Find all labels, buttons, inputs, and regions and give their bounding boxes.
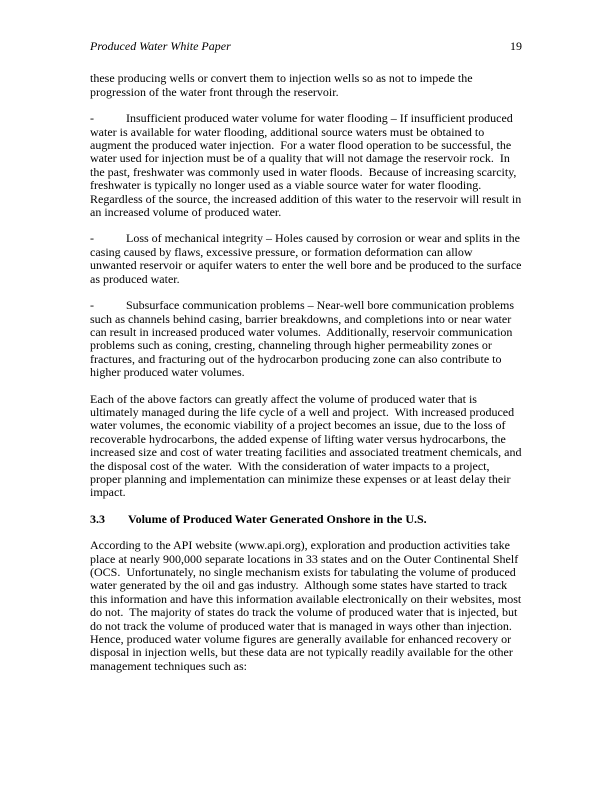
bullet-item-insufficient-volume bbox=[90, 111, 525, 220]
bullet-text: Insufficient produced water volume for water flooding – If insufficient produced water is available for water flooding, additional source waters must be obtained to augment the produced water injection. For a water flood operation to be successful, the water used for injection must be of a quality that will not damage the reservoir rock. In the past, freshwater was commonly used in water floods. Because of increasing scarcity, freshwater is typically no longer used as a viable source water for water flooding. Regardless of the source, the increased addition of this water to the reservoir will result in an increased volume of produced water. bbox=[90, 111, 525, 220]
running-header-title: Produced Water White Paper bbox=[90, 39, 231, 53]
section-number: 3.3 bbox=[90, 511, 105, 526]
running-header bbox=[90, 40, 522, 53]
bullet-text: Loss of mechanical integrity – Holes caused by corrosion or wear and splits in the casing caused by flaws, excessive pressure, or formation deformation can allow unwanted reservoir or aquifer waters to enter the well bore and be produced to the surface as produced water. bbox=[90, 231, 525, 286]
page-number: 19 bbox=[510, 39, 522, 53]
bullet-dash-marker: - bbox=[90, 111, 94, 126]
bullet-dash-marker: - bbox=[90, 231, 94, 246]
bullet-dash-marker: - bbox=[90, 298, 94, 313]
paragraph-factors-summary: Each of the above factors can greatly affect the volume of produced water that is ultimately managed during the life cycle of a well and project. With increased produced water volumes, the economic viability of a project becomes an issue, due to the loss of recoverable hydrocarbons, the added expense of lifting water versus hydrocarbons, the increased size and cost of water treating facilities and associated treatment chemicals, and the disposal cost of the water. With the consideration of water impacts to a project, proper planning and implementation can minimize these expenses or at least delay their impact. bbox=[90, 391, 525, 500]
bullet-text: Subsurface communication problems – Near-well bore communication problems such as channels behind casing, barrier breakdowns, and completions into or near water can result in increased produced water volumes. Additionally, reservoir communication problems such as coning, cresting, channeling through higher permeability zones or fractures, and fracturing out of the hydrocarbon producing zone can also contribute to higher produced water volumes. bbox=[90, 298, 517, 380]
section-title: Volume of Produced Water Generated Onshore in the U.S. bbox=[128, 511, 427, 526]
bullet-item-subsurface-communication bbox=[90, 299, 522, 379]
section-heading-3-3 bbox=[90, 513, 522, 526]
paragraph-api-volume: According to the API website (www.api.org), exploration and production activities take place at nearly 900,000 separate locations in 33 states and on the Outer Continental Shelf (OCS. Unfortunately, no single mechanism exists for tabulating the volume of produced water generated by the oil and gas industry. Although some states have started to track this information and have this information available electronically on their websites, most do not. The majority of states do track the volume of produced water that is injected, but do not track the volume of produced water that is managed in ways other than injection. Hence, produced water volume figures are generally available for enhanced recovery or disposal in injection wells, but these data are not typically readily available for the other management techniques such as: bbox=[90, 538, 525, 673]
bullet-item-mechanical-integrity bbox=[90, 231, 525, 286]
paragraph-intro: these producing wells or convert them to injection wells so as not to impede the progression of the water front through the reservoir. bbox=[90, 71, 476, 99]
